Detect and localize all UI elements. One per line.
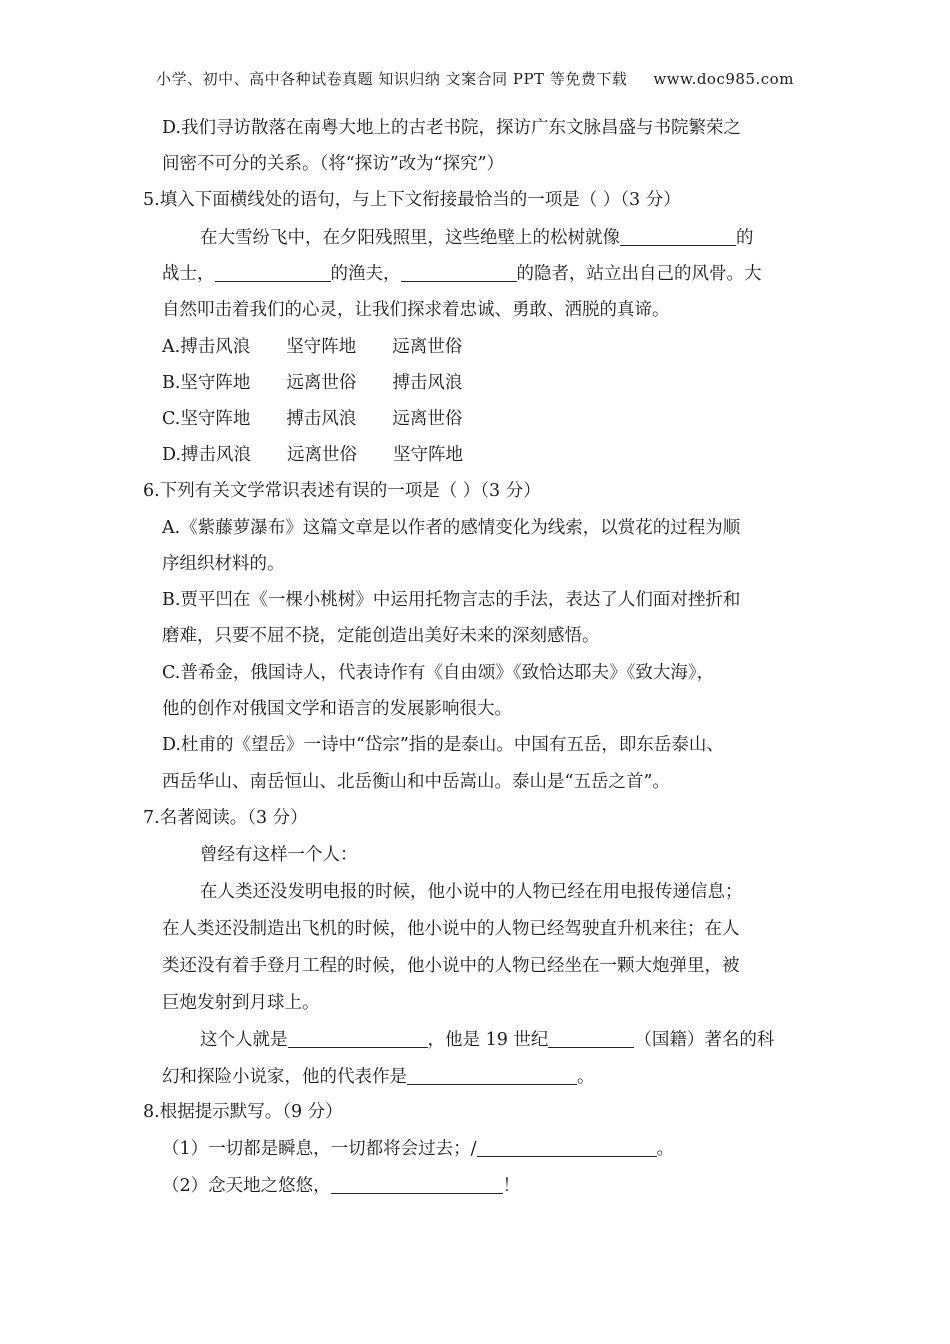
q4-option-d-line1: D.我们寻访散落在南粤大地上的古老书院，探访广东文脉昌盛与书院繁荣之 <box>162 118 741 138</box>
q8-item-2: （2）念天地之悠悠， ！ <box>162 1176 521 1196</box>
q6-option-c-line1: C.普希金，俄国诗人，代表诗作有《自由颂》《致恰达耶夫》《致大海》， <box>162 663 715 683</box>
q7-passage-line3: 在人类还没制造出飞机的时候，他小说中的人物已经驾驶直升机来往；在人 <box>162 919 740 939</box>
q5-option-c: C.坚守阵地 搏击风浪 远离世俗 <box>162 409 463 429</box>
answer-blank[interactable] <box>215 265 331 282</box>
question-6-stem: 6.下列有关文学常识表述有误的一项是（ ）（3 分） <box>143 481 541 501</box>
q7-fill-line1: 这个人就是 ，他是 19 世纪 （国籍）著名的科 <box>200 1030 775 1050</box>
q6-option-b-line2: 磨难，只要不屈不挠，定能创造出美好未来的深刻感悟。 <box>162 626 600 646</box>
answer-blank[interactable] <box>331 1177 503 1194</box>
q6-option-b-line1: B.贾平凹在《一棵小桃树》中运用托物言志的手法，表达了人们面对挫折和 <box>162 590 741 610</box>
page-header <box>0 68 950 89</box>
header-text: 小学、初中、高中各种试卷真题 知识归纳 文案合同 PPT 等免费下载 <box>156 70 628 88</box>
q6-option-d-line2: 西岳华山、南岳恒山、北岳衡山和中岳嵩山。泰山是“五岳之首”。 <box>162 772 670 792</box>
q8-item-1: （1）一切都是瞬息，一切都将会过去；/ 。 <box>162 1139 675 1159</box>
answer-blank[interactable] <box>401 265 517 282</box>
question-5-stem: 5.填入下面横线处的语句，与上下文衔接最恰当的一项是（ ）（3 分） <box>143 190 681 210</box>
q6-option-a-line1: A.《紫藤萝瀑布》这篇文章是以作者的感情变化为线索，以赏花的过程为顺 <box>162 518 741 538</box>
q4-option-d-line2: 间密不可分的关系。（将“探访”改为“探究”） <box>162 154 505 174</box>
q7-passage-line5: 巨炮发射到月球上。 <box>162 993 320 1013</box>
q5-option-d: D.搏击风浪 远离世俗 坚守阵地 <box>162 445 463 465</box>
answer-blank[interactable] <box>620 229 736 246</box>
answer-blank[interactable] <box>288 1031 428 1048</box>
header-site: www.doc985.com <box>653 70 794 88</box>
question-7-stem: 7.名著阅读。（3 分） <box>143 808 308 828</box>
q6-option-c-line2: 他的创作对俄国文学和语言的发展影响很大。 <box>162 699 512 719</box>
question-8-stem: 8.根据提示默写。（9 分） <box>143 1102 343 1122</box>
q6-option-a-line2: 序组织材料的。 <box>162 554 285 574</box>
q5-passage-line2: 战士， 的渔夫， 的隐者，站立出自己的风骨。大 <box>162 264 762 284</box>
q7-passage-line1: 曾经有这样一个人： <box>200 845 358 865</box>
q5-option-b: B.坚守阵地 远离世俗 搏击风浪 <box>162 373 463 393</box>
q7-passage-line4: 类还没有着手登月工程的时候，他小说中的人物已经坐在一颗大炮弹里，被 <box>162 956 740 976</box>
answer-blank[interactable] <box>477 1140 657 1157</box>
q6-option-d-line1: D.杜甫的《望岳》一诗中“岱宗”指的是泰山。中国有五岳，即东岳泰山、 <box>162 735 724 755</box>
q5-option-a: A.搏击风浪 坚守阵地 远离世俗 <box>162 337 463 357</box>
q5-passage-line3: 自然叩击着我们的心灵，让我们探求着忠诚、勇敢、洒脱的真谛。 <box>162 300 670 320</box>
q5-passage-line1: 在大雪纷飞中，在夕阳残照里，这些绝壁上的松树就像 的 <box>200 228 754 248</box>
answer-blank[interactable] <box>548 1031 634 1048</box>
q7-fill-line2: 幻和探险小说家，他的代表作是 。 <box>162 1067 595 1087</box>
answer-blank[interactable] <box>407 1068 577 1085</box>
q7-passage-line2: 在人类还没发明电报的时候，他小说中的人物已经在用电报传递信息； <box>200 882 743 902</box>
